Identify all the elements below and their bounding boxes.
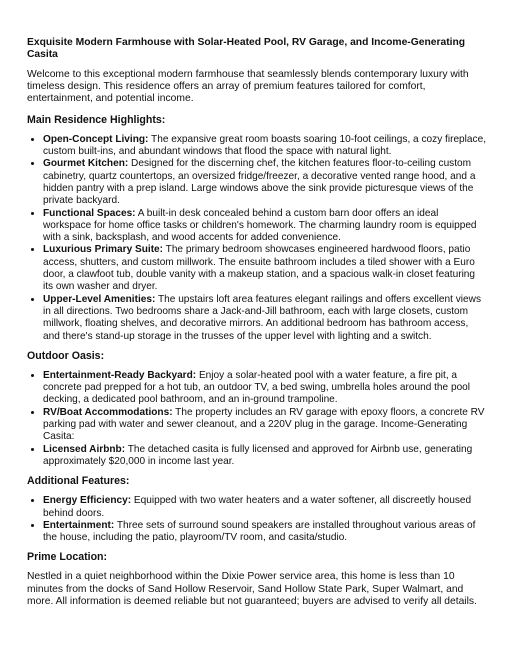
list-item-label: Upper-Level Amenities:: [43, 293, 156, 305]
list-item: [43, 444, 486, 469]
list-item: [43, 520, 486, 545]
list-item: [43, 134, 486, 159]
list-item-label: Luxurious Primary Suite:: [43, 244, 164, 256]
location-paragraph: Nestled in a quiet neighborhood within the Dixie Power service area, this home is less than 10 minutes from the docks of Sand Hollow Reservoir, Sand Hollow State Park, Super Walmart, and more. All information is deemed reliable but not guaranteed; buyers are advised to verify all details.: [27, 571, 477, 608]
additional-heading: Additional Features:: [27, 475, 130, 488]
list-item-text: Enjoy a solar-heated pool with a water feature, a fire pit, a concrete pad prepped for a hot tub, an outdoor TV, a bed swing, umbrella holes around the pool decking, a dedicated pool bathroom, and an in-ground trampoline.: [43, 369, 471, 406]
list-item-label: Energy Efficiency:: [43, 495, 132, 507]
list-item: [43, 370, 486, 407]
list-item: [43, 208, 486, 245]
list-item-text: Three sets of surround sound speakers are installed throughout various areas of the house, including the patio, playroom/TV room, and casita/studio.: [43, 519, 476, 544]
list-item-text: A built-in desk concealed behind a custom barn door offers an ideal workspace for home office tasks or children's homework. The charming laundry room is equipped with a sink, backsplash, and wood accents for added convenience.: [43, 207, 477, 244]
list-item-text: The expansive great room boasts soaring 10-foot ceilings, a cozy fireplace, custom built-ins, and abundant windows that flood the space with natural light.: [43, 133, 486, 158]
list-item: [43, 495, 486, 520]
list-item-label: Entertainment-Ready Backyard:: [43, 369, 197, 381]
listing-title: Exquisite Modern Farmhouse with Solar-Heated Pool, RV Garage, and Income-Generating Casita: [27, 37, 466, 61]
list-item-label: Gourmet Kitchen:: [43, 158, 129, 170]
list-item: [43, 294, 486, 343]
list-item-label: Functional Spaces:: [43, 207, 136, 219]
main-residence-heading: Main Residence Highlights:: [27, 113, 166, 126]
list-item-text: The detached casita is fully licensed and approved for Airbnb use, generating approximately $20,000 in income last year.: [43, 443, 473, 467]
outdoor-list: [27, 370, 486, 468]
list-item-text: The property includes an RV garage with epoxy floors, a concrete RV parking pad with water and sewer cleanout, and a 220V plug in the garage. Income-Generating Casita:: [43, 406, 485, 443]
outdoor-heading: Outdoor Oasis:: [27, 349, 105, 362]
intro-paragraph: Welcome to this exceptional modern farmhouse that seamlessly blends contemporary luxury with timeless design. This residence offers an array of premium features tailored for comfort, entertainment, and potential income.: [27, 68, 469, 105]
list-item-label: Entertainment:: [43, 519, 115, 531]
additional-list: [27, 495, 486, 544]
list-item: [43, 158, 486, 207]
list-item-text: The primary bedroom showcases engineered hardwood floors, patio access, shutters, and custom millwork. The ensuite bathroom includes a tiled shower with a Euro door, a clawfoot tub, double vanity with a makeup station, and a spacious walk-in closet featuring its own washer and dryer.: [43, 244, 476, 293]
list-item: [43, 244, 486, 293]
list-item-label: RV/Boat Accommodations:: [43, 406, 173, 418]
list-item-text: Equipped with two water heaters and a water softener, all discreetly housed behind doors.: [43, 495, 472, 519]
list-item-label: Licensed Airbnb:: [43, 443, 126, 455]
main-residence-list: [27, 134, 486, 343]
list-item: [43, 407, 486, 444]
list-item-text: The upstairs loft area features elegant railings and offers excellent views in all directions. Two bedrooms share a Jack-and-Jill bathroom, each with large closets, custom millwork, floating shelves, and decorative mirrors. An additional bedroom has bathroom access, and there's stand-up storage in the trusses of the upper level with lighting and a switch.: [43, 293, 481, 342]
list-item-label: Open-Concept Living:: [43, 133, 149, 145]
location-heading: Prime Location:: [27, 551, 108, 564]
list-item-text: Designed for the discerning chef, the kitchen features floor-to-ceiling custom cabinetry, quartz countertops, an oversized fridge/freezer, a decorative vented range hood, and a hidden pantry with a prep island. Large windows above the sink provide picturesque views of the private backyard.: [43, 158, 476, 207]
